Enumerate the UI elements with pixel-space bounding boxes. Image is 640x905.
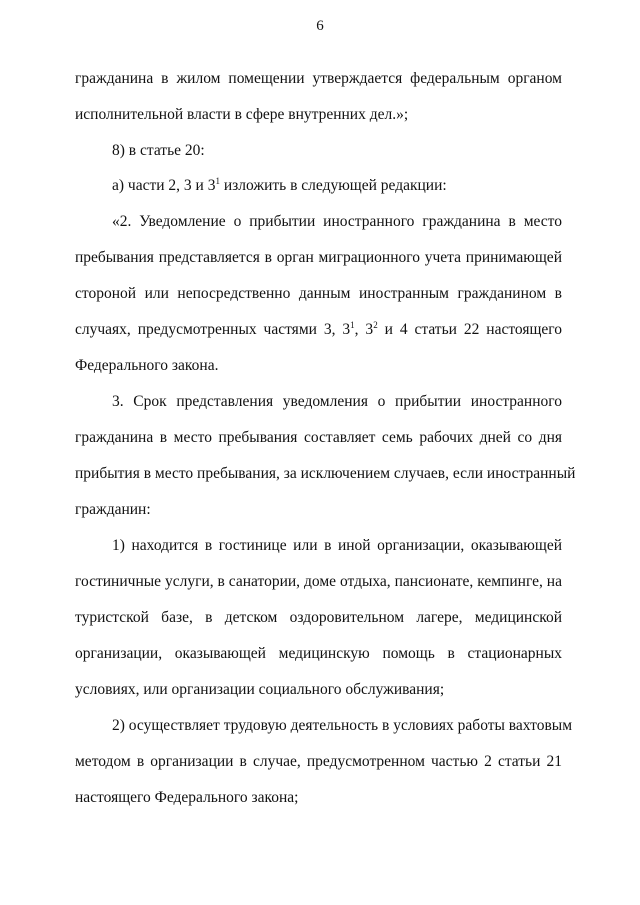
text-line: прибытия в место пребывания, за исключением случаев, если иностранный [75,465,576,482]
text-line: гражданина в жилом помещении утверждается федеральным органом [75,70,562,87]
text-line: организации, оказывающей медицинскую помощь в стационарных [75,645,562,662]
text-line: методом в организации в случае, предусмотренном частью 2 статьи 21 [75,753,562,770]
text-line: пребывания представляется в орган миграционного учета принимающей [75,249,562,266]
superscript: 1 [350,320,355,330]
text-line: «2. Уведомление о прибытии иностранного гражданина в место [112,213,562,230]
text-line: туристской базе, в детском оздоровительном лагере, медицинской [75,609,562,626]
superscript: 1 [215,176,220,186]
text-line: гостиничные услуги, в санатории, доме отдыха, пансионате, кемпинге, на [75,573,562,590]
text-line: настоящего Федерального закона; [75,789,299,806]
text-line: а) части 2, 3 и $3^1$ изложить в следующей редакции: [112,176,447,194]
text-line: условиях, или организации социального обслуживания; [75,681,445,698]
text-line: гражданина в место пребывания составляет семь рабочих дней со дня [75,429,562,446]
text-line: 8) в статье 20: [112,142,205,159]
text-line: 1) находится в гостинице или в иной организации, оказывающей [112,537,562,554]
page-number: 6 [316,18,324,34]
superscript: 2 [373,320,378,330]
text-line: исполнительной власти в сфере внутренних дел.»; [75,106,409,123]
text-line: 2) осуществляет трудовую деятельность в условиях работы вахтовым [112,717,573,734]
text-line: гражданин: [75,501,151,518]
text-line: 3. Срок представления уведомления о прибытии иностранного [112,393,562,410]
text-line: Федерального закона. [75,357,219,374]
text-line: стороной или непосредственно данным иностранным гражданином в [75,285,562,302]
text-line: случаях, предусмотренных частями 3, $3^1$, $3^2$ и 4 статьи 22 настоящего [75,320,563,338]
